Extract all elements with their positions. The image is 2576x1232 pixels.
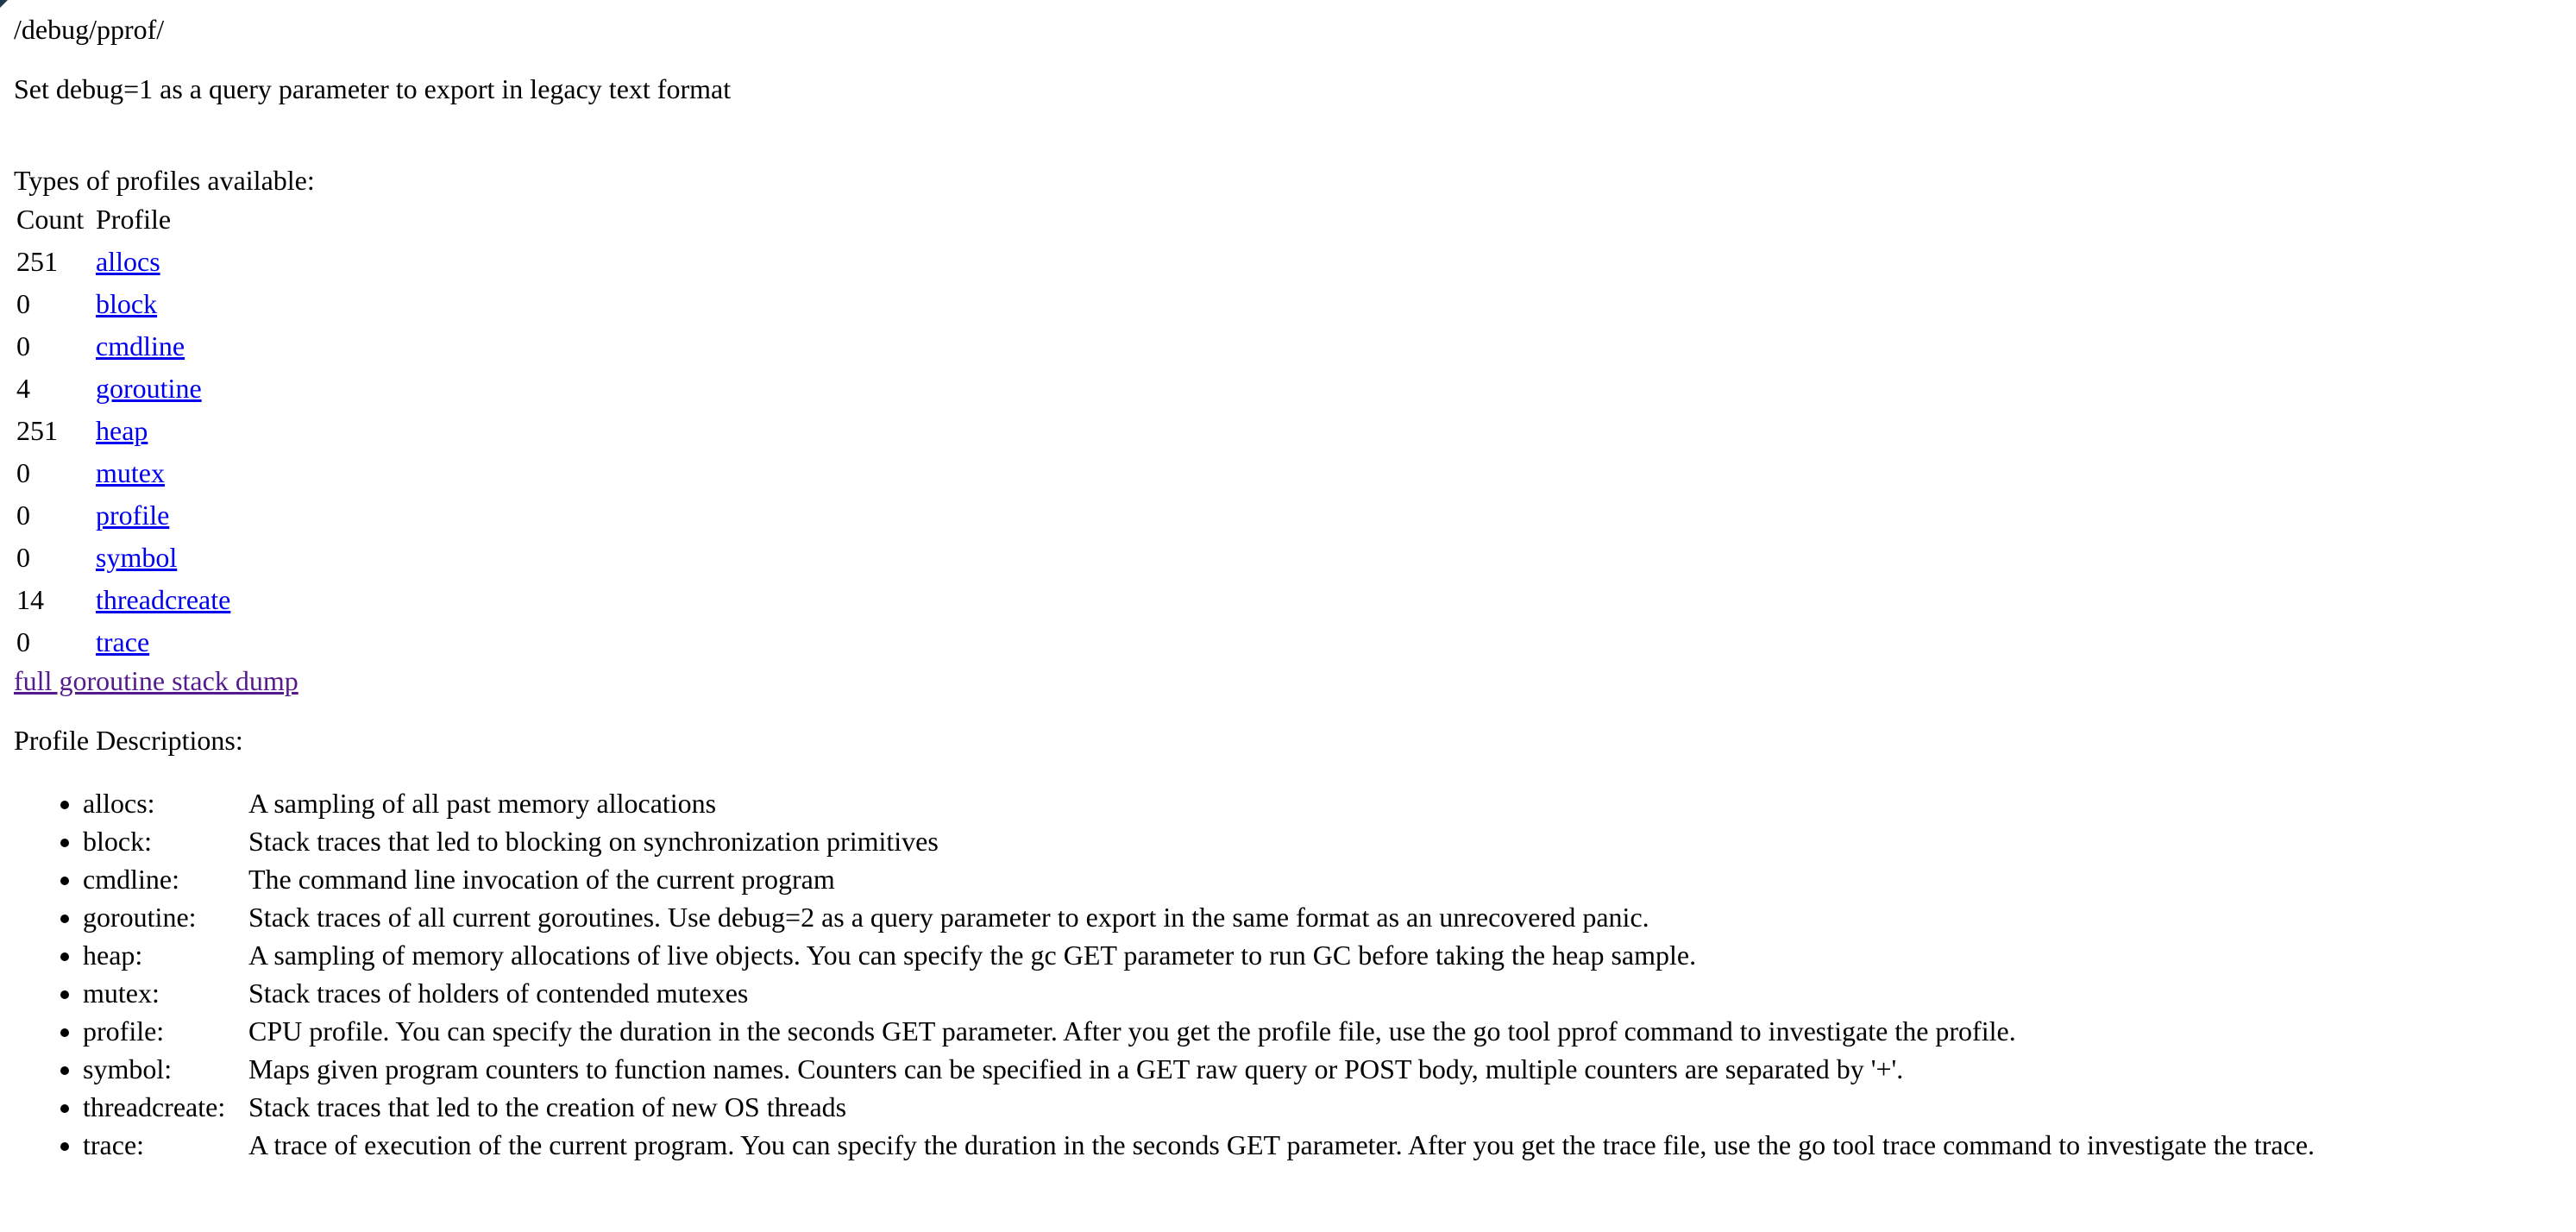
profile-name: goroutine:	[83, 902, 197, 933]
profile-count: 251	[16, 415, 58, 446]
profile-count: 0	[16, 626, 30, 657]
profile-description: Stack traces of all current goroutines. Use debug=2 as a query parameter to export in the same format as an unrecovered panic.	[248, 902, 1649, 933]
list-item-goroutine	[83, 898, 2562, 936]
table-row	[16, 496, 231, 535]
profile-count: 0	[16, 542, 30, 573]
subtitle: Set debug=1 as a query parameter to export in legacy text format	[14, 73, 732, 104]
blank-line	[14, 133, 2562, 165]
table-row	[16, 581, 231, 619]
profile-link-heap[interactable]: heap	[96, 415, 148, 446]
profile-name: profile:	[83, 1015, 165, 1047]
table-header-row	[16, 200, 231, 239]
profile-count: 14	[16, 584, 44, 615]
profile-link-profile[interactable]: profile	[96, 500, 170, 531]
list-item-profile	[83, 1012, 2562, 1050]
table-row	[16, 454, 231, 493]
profile-link-allocs[interactable]: allocs	[96, 246, 160, 277]
profile-description: Stack traces that led to blocking on synchronization primitives	[248, 826, 939, 857]
profile-descriptions-list	[14, 784, 2562, 1164]
table-row	[16, 285, 231, 324]
profile-description: Stack traces of holders of contended mutexes	[248, 977, 749, 1009]
table-row	[16, 623, 231, 662]
profile-description: The command line invocation of the current program	[248, 864, 835, 895]
profile-description: Stack traces that led to the creation of new OS threads	[248, 1091, 847, 1122]
profile-link-goroutine[interactable]: goroutine	[96, 373, 202, 404]
table-row	[16, 242, 231, 281]
page-title: /debug/pprof/	[14, 14, 165, 45]
profile-name: block:	[83, 826, 152, 857]
list-item-mutex	[83, 974, 2562, 1012]
screenshot-corner-artifact	[0, 0, 8, 8]
table-row	[16, 538, 231, 577]
list-item-trace	[83, 1126, 2562, 1164]
profile-count: 4	[16, 373, 30, 404]
list-item-cmdline	[83, 860, 2562, 898]
profiles-heading: Types of profiles available:	[14, 165, 315, 196]
full-goroutine-stack-dump-link[interactable]: full goroutine stack dump	[14, 665, 298, 696]
profile-count: 251	[16, 246, 58, 277]
profile-description: CPU profile. You can specify the duration in the seconds GET parameter. After you get the profile file, use the go tool pprof command to investigate the profile.	[248, 1015, 2016, 1047]
profile-name: mutex:	[83, 977, 160, 1009]
profile-name: symbol:	[83, 1053, 173, 1084]
profile-link-symbol[interactable]: symbol	[96, 542, 178, 573]
list-item-heap	[83, 936, 2562, 974]
profile-link-trace[interactable]: trace	[96, 626, 150, 657]
table-row	[16, 327, 231, 366]
list-item-symbol	[83, 1050, 2562, 1088]
profiles-table	[14, 197, 233, 665]
table-row	[16, 369, 231, 408]
profile-count: 0	[16, 457, 30, 488]
list-item-allocs	[83, 784, 2562, 822]
table-row	[16, 412, 231, 450]
list-item-threadcreate	[83, 1088, 2562, 1126]
profile-link-threadcreate[interactable]: threadcreate	[96, 584, 231, 615]
profile-name: allocs:	[83, 788, 155, 819]
profile-count: 0	[16, 500, 30, 531]
list-item-block	[83, 822, 2562, 860]
profile-description: Maps given program counters to function names. Counters can be specified in a GET raw query or POST body, multiple counters are separated by '+'.	[248, 1053, 1904, 1084]
profile-description: A trace of execution of the current program. You can specify the duration in the seconds GET parameter. After you get the trace file, use the go tool trace command to investigate the trace.	[248, 1129, 2315, 1160]
profile-name: heap:	[83, 940, 143, 971]
profile-link-cmdline[interactable]: cmdline	[96, 330, 185, 361]
profile-name: cmdline:	[83, 864, 179, 895]
profile-name: threadcreate:	[83, 1091, 226, 1122]
profile-column-header: Profile	[96, 204, 172, 235]
profile-description: A sampling of memory allocations of live objects. You can specify the gc GET parameter to run GC before taking the heap sample.	[248, 940, 1697, 971]
descriptions-heading: Profile Descriptions:	[14, 725, 243, 756]
count-column-header: Count	[16, 204, 85, 235]
profile-description: A sampling of all past memory allocations	[248, 788, 717, 819]
profile-count: 0	[16, 288, 30, 319]
profile-name: trace:	[83, 1129, 145, 1160]
profile-count: 0	[16, 330, 30, 361]
profile-link-block[interactable]: block	[96, 288, 158, 319]
profile-link-mutex[interactable]: mutex	[96, 457, 165, 488]
